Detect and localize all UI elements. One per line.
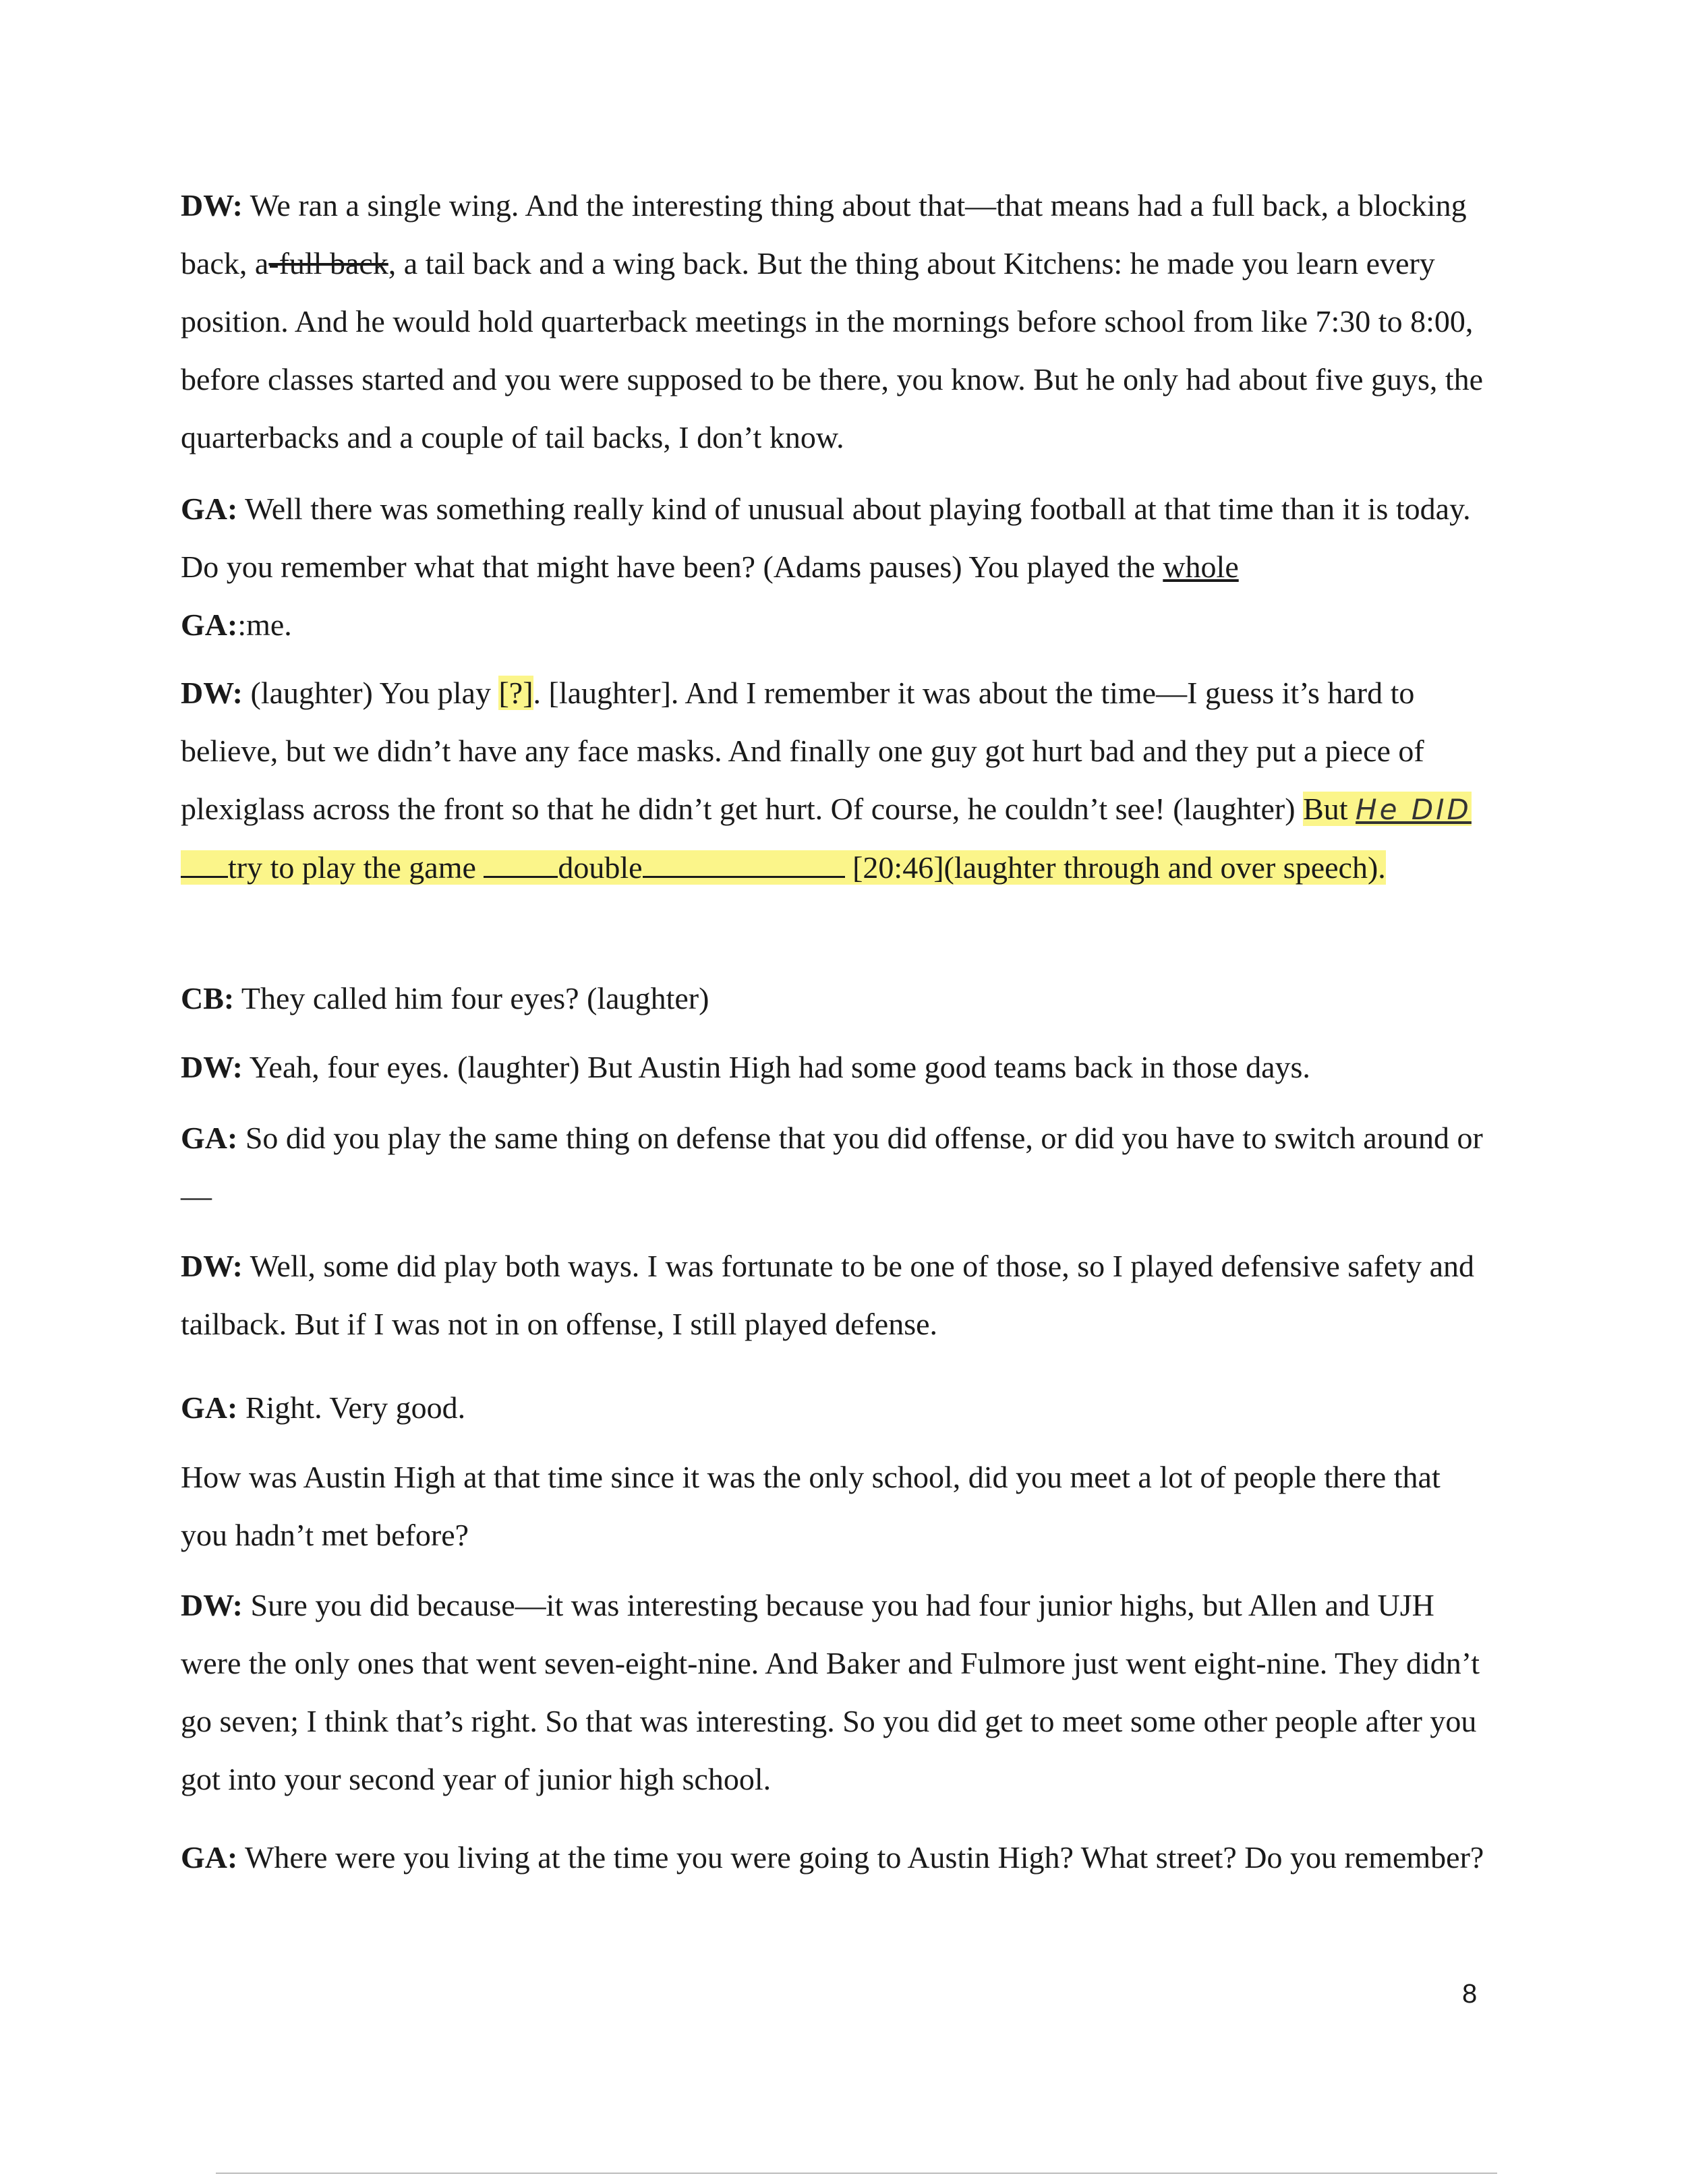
highlighted-text: try to play the game (228, 850, 484, 885)
highlighted-text: But (1303, 792, 1356, 826)
speaker-label: GA: (181, 1121, 238, 1155)
paragraph-text: Yeah, four eyes. (laughter) But Austin High had some good teams back in those days. (243, 1050, 1310, 1084)
paragraph-text: . [laughter]. And I remember it was about the time—I guess it’s hard to believe, but we didn’t have any face masks. And finally one guy got hurt bad and they put a piece of plexiglass across the front so that he didn’t get hurt. Of course, he couldn’t see! (laughter) (181, 676, 1424, 826)
transcript-paragraph (181, 1829, 1489, 1887)
speaker-label: GA: (181, 608, 238, 642)
speaker-label: DW: (181, 1588, 243, 1622)
speaker-label: CB: (181, 981, 235, 1015)
transcript-paragraph (181, 1576, 1489, 1808)
blank-line (181, 852, 228, 878)
transcript-paragraph (181, 1237, 1489, 1353)
underlined-text: whole (1163, 550, 1239, 584)
speaker-label: DW: (181, 676, 243, 710)
speaker-label: DW: (181, 1050, 243, 1084)
speaker-label: GA: (181, 1840, 238, 1875)
transcript-paragraph (181, 177, 1489, 467)
paragraph-text: (laughter) You play (243, 676, 499, 710)
handwritten-annotation: He DID (1356, 793, 1472, 826)
paragraph-text: Right. Very good. (237, 1390, 466, 1425)
paragraph-text: They called him four eyes? (laughter) (234, 981, 709, 1015)
transcript-paragraph (181, 1448, 1489, 1564)
transcript-paragraph (181, 1038, 1489, 1096)
transcript-paragraph (181, 480, 1489, 654)
speaker-label: GA: (181, 1390, 238, 1425)
speaker-label: DW: (181, 1249, 243, 1283)
blank-line (643, 852, 845, 878)
blank-line (484, 852, 558, 878)
paragraph-text: Sure you did because—it was interesting because you had four junior highs, but Allen and UJH were the only ones that went seven-eight-nine. And Baker and Fulmore just went eight-nine. They didn’t go seven; I think that’s right. So that was interesting. So you did get to meet some other people after you got into your second year of junior high school. (181, 1588, 1480, 1796)
transcript-paragraph (181, 664, 1489, 897)
speaker-label: GA: (181, 492, 238, 526)
struck-text: -full back (268, 246, 388, 281)
paragraph-text: , a tail back and a wing back. But the thing about Kitchens: he made you learn every position. And he would hold quarterback meetings in the mornings before school from like 7:30 to 8:00, before classes started and you were supposed to be there, you know. But he only had about five guys, the quarterbacks and a couple of tail backs, I don’t know. (181, 246, 1484, 454)
bottom-scan-edge (216, 2173, 1497, 2174)
highlighted-text: double (558, 850, 643, 885)
paragraph-text: So did you play the same thing on defense that you did offense, or did you have to switch around or— (181, 1121, 1483, 1213)
paragraph-text: :me. (237, 608, 292, 642)
page-number: 8 (1462, 1979, 1478, 2009)
paragraph-text: Well, some did play both ways. I was fortunate to be one of those, so I played defensive safety and tailback. But if I was not in on offense, I still played defense. (181, 1249, 1475, 1341)
highlighted-text: [20:46](laughter through and over speech). (844, 850, 1386, 885)
paragraph-text: Well there was something really kind of unusual about playing football at that time than it is today. Do you remember what that might have been? (Adams pauses) You played the (181, 492, 1471, 584)
paragraph-text: Where were you living at the time you were going to Austin High? What street? Do you remember? (237, 1840, 1484, 1875)
paragraph-text: How was Austin High at that time since it was the only school, did you meet a lot of people there that you hadn’t met before? (181, 1460, 1441, 1552)
highlighted-text: [?] (498, 676, 533, 710)
speaker-label: DW: (181, 188, 243, 223)
transcript-paragraph (181, 1379, 1489, 1437)
paragraph-text: We ran a single wing. And the interesting thing about that—that means had a full back, a blocking back, a (181, 188, 1467, 281)
transcript-paragraph (181, 970, 1489, 1028)
transcript-paragraph (181, 1109, 1489, 1225)
